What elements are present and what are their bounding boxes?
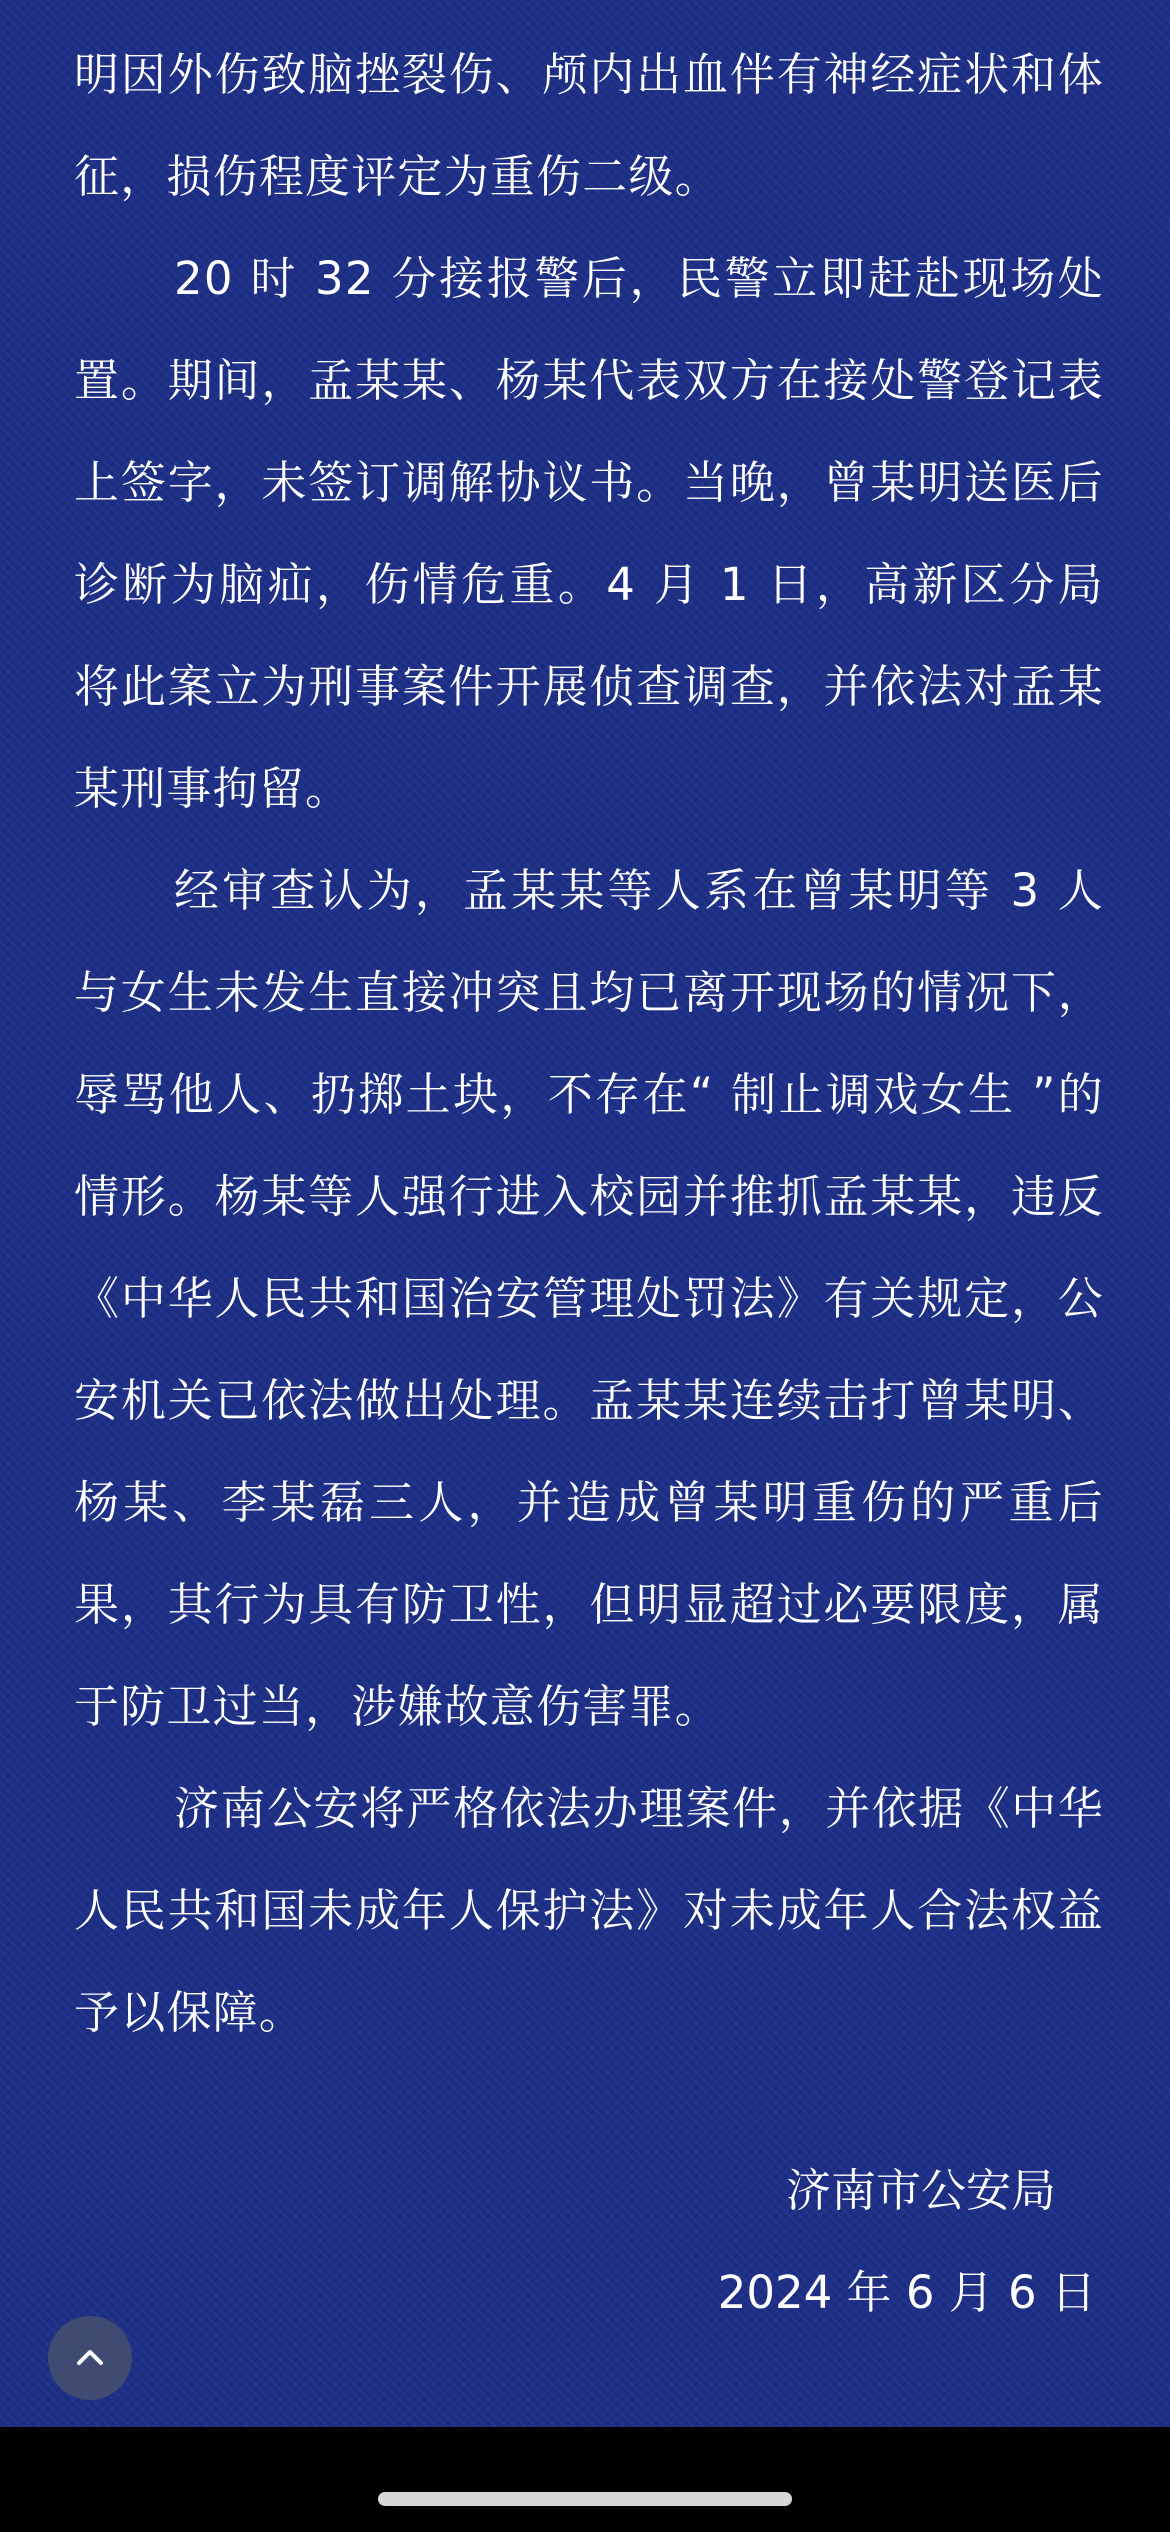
- paragraph-injury-assessment: 明因外伤致脑挫裂伤、颅内出血伴有神经症状和体征，损伤程度评定为重伤二级。: [74, 48, 1104, 203]
- issue-date: 2024 年 6 月 6 日: [717, 2266, 1096, 2319]
- chevron-up-icon: [70, 2338, 110, 2378]
- issuing-agency: 济南市公安局: [785, 2164, 1056, 2217]
- paragraph-legal-protection: 济南公安将严格依法办理案件，并依据《中华人民共和国未成年人保护法》对未成年人合法权益予以保障。: [74, 1782, 1104, 2039]
- notice-body: [74, 24, 1104, 2064]
- paragraph-police-response: 20 时 32 分接报警后，民警立即赶赴现场处置。期间，孟某某、杨某代表双方在接处警登记表上签字，未签订调解协议书。当晚，曾某明送医后诊断为脑疝，伤情危重。4 月 1 日，高新区分局将此案立为刑事案件开展侦查调查，并依法对孟某某刑事拘留。: [74, 252, 1104, 815]
- signature-block: [718, 2140, 1096, 2344]
- home-indicator[interactable]: [378, 2492, 792, 2506]
- paragraph-investigation-finding: 经审查认为，孟某某等人系在曾某明等 3 人与女生未发生直接冲突且均已离开现场的情况下，辱骂他人、扔掷土块，不存在“ 制止调戏女生 ”的情形。杨某等人强行进入校园并推抓孟某某，违反《中华人民共和国治安管理处罚法》有关规定，公安机关已依法做出处理。孟某某连续击打曾某明、杨某、李某磊三人，并造成曾某明重伤的严重后果，其行为具有防卫性，但明显超过必要限度，属于防卫过当，涉嫌故意伤害罪。: [74, 864, 1104, 1733]
- scroll-to-top-button[interactable]: [48, 2316, 132, 2400]
- system-bottom-bar: [0, 2427, 1170, 2532]
